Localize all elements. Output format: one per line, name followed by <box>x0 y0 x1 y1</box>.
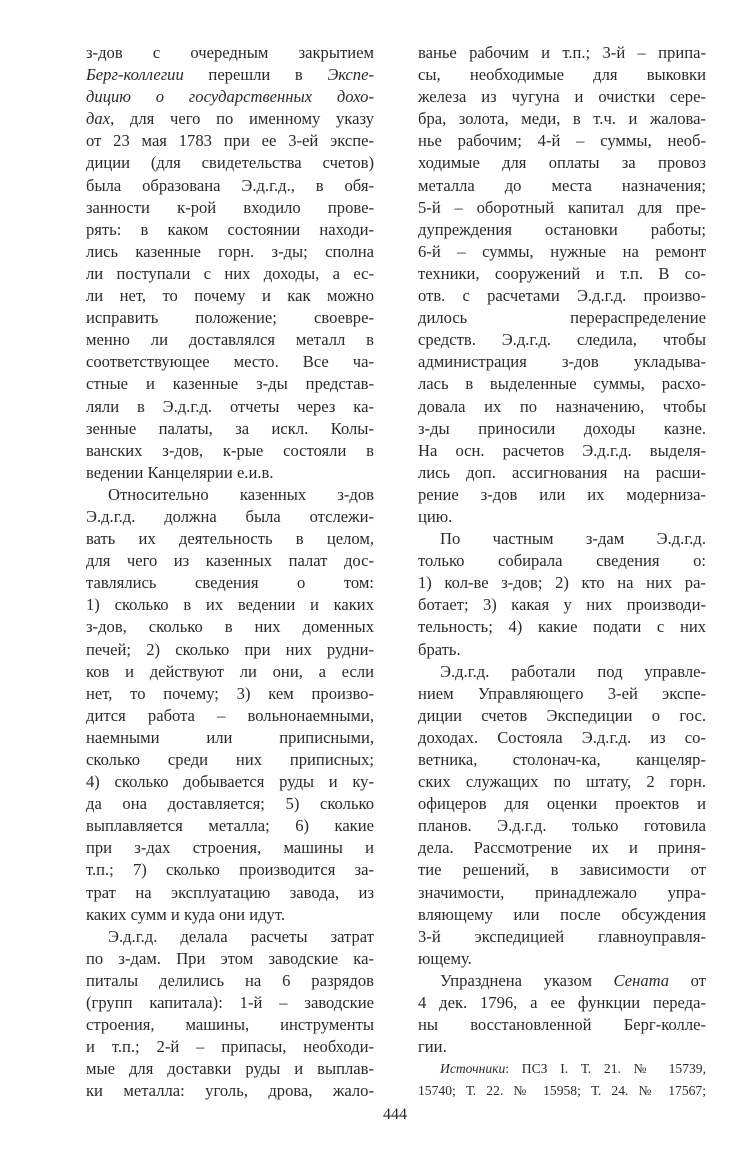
text-segment: да она доставляется; 5) сколько <box>86 794 374 814</box>
text-segment: ходимые для оплаты за провоз <box>418 153 706 173</box>
text-segment: исправить положение; своевре- <box>86 308 374 328</box>
text-segment: трат на эксплуатацию завода, из <box>86 882 374 902</box>
left-text-line <box>86 859 374 881</box>
right-text-line <box>418 727 706 749</box>
text-segment: планов. Э.д.г.д. только готовила <box>418 816 706 836</box>
left-text-line <box>86 329 374 351</box>
text-segment: диции счетов Экспедиции о гос. <box>418 705 706 725</box>
left-text-line <box>86 727 374 749</box>
text-segment: наемными или приписными, <box>86 727 374 747</box>
text-segment: администрация з-дов укладыва- <box>418 352 706 372</box>
right-text-line <box>418 859 706 881</box>
text-segment: лась в выделенные суммы, расхо- <box>418 374 706 394</box>
left-text-line <box>86 793 374 815</box>
right-text-line <box>418 661 706 683</box>
text-segment: диции (для свидетельства счетов) <box>86 153 374 173</box>
left-text-line <box>86 86 374 108</box>
text-segment: брать. <box>418 639 461 659</box>
text-segment: печей; 2) сколько при них рудни- <box>86 639 374 659</box>
right-text-line <box>418 263 706 285</box>
left-text-line <box>86 572 374 594</box>
left-text-line <box>86 307 374 329</box>
left-text-line <box>86 904 374 926</box>
text-segment: ли поступали с них доходы, а ес- <box>86 263 374 283</box>
right-text-line <box>418 528 706 550</box>
right-text-line <box>418 64 706 86</box>
left-text-line <box>86 837 374 859</box>
left-text-line <box>86 285 374 307</box>
left-text-line <box>86 992 374 1014</box>
text-segment: ны восстановленной Берг-колле- <box>418 1015 706 1035</box>
text-segment: гии. <box>418 1037 447 1057</box>
text-segment: Упразднена указом <box>440 970 614 990</box>
text-segment: цию. <box>418 506 453 526</box>
italic-term: дицию о государственных дохо- <box>86 87 374 107</box>
text-segment: тавлялись сведения о том: <box>86 573 374 593</box>
left-text-line <box>86 440 374 462</box>
text-segment: строения, машины, инструменты <box>86 1015 374 1035</box>
left-text-line <box>86 594 374 616</box>
right-text-line <box>418 86 706 108</box>
text-segment: нье рабочим; 4-й – суммы, необ- <box>418 131 706 151</box>
text-segment: бра, золота, меди, в т.ч. и жалова- <box>418 109 706 129</box>
text-segment: 5-й – оборотный капитал для пре- <box>418 197 706 217</box>
text-segment: 6-й – суммы, нужные на ремонт <box>418 241 706 261</box>
right-text-line <box>418 793 706 815</box>
left-text-line <box>86 1058 374 1080</box>
text-segment: сколько среди них приписных; <box>86 750 374 769</box>
right-text-line <box>418 175 706 197</box>
text-segment: дилось перераспределение <box>418 308 706 328</box>
text-segment: при з-дах строения, машины и <box>86 838 374 858</box>
text-segment: ванских з-дов, к-рые состояли в <box>86 440 374 460</box>
left-text-line <box>86 462 374 484</box>
text-segment: По частным з-дам Э.д.г.д. <box>440 529 706 549</box>
text-segment: тие решений, в зависимости от <box>418 860 706 880</box>
right-text-line <box>418 307 706 329</box>
left-text-line <box>86 926 374 948</box>
left-text-line <box>86 64 374 86</box>
text-segment: з-дов с очередным закрытием <box>86 43 374 62</box>
text-segment: 15740; Т. 22. № 15958; Т. 24. № 17567; <box>418 1083 706 1099</box>
right-text-line <box>418 329 706 351</box>
text-segment: от <box>669 970 706 990</box>
right-text-line <box>418 219 706 241</box>
right-text-line <box>418 572 706 594</box>
text-segment: рение з-дов или их модерниза- <box>418 484 706 504</box>
text-segment: выплавляется металла; 6) какие <box>86 816 374 836</box>
text-segment: лись казенные горн. з-ды; сполна <box>86 241 374 261</box>
left-text-line <box>86 1014 374 1036</box>
right-text-line <box>418 484 706 506</box>
text-segment: вать их деятельность в целом, <box>86 529 374 549</box>
left-text-line <box>86 528 374 550</box>
left-text-line <box>86 550 374 572</box>
italic-term: Экспе- <box>327 65 374 85</box>
left-text-line <box>86 705 374 727</box>
right-text-line <box>418 1036 706 1058</box>
left-text-line <box>86 263 374 285</box>
text-segment: питалы делились на 6 разрядов <box>86 970 374 990</box>
text-segment: : ПСЗ I. Т. 21. № 15739, <box>505 1061 706 1076</box>
text-segment: (групп капитала): 1-й – заводские <box>86 993 374 1013</box>
left-text-line <box>86 351 374 373</box>
right-text-line <box>418 42 706 64</box>
text-segment: ющему. <box>418 948 472 968</box>
text-segment: и т.п.; 2-й – припасы, необходи- <box>86 1037 374 1057</box>
right-text-line <box>418 683 706 705</box>
text-segment: ванье рабочим и т.п.; 3-й – припа- <box>418 43 706 62</box>
text-segment: рять: в каком состоянии находи- <box>86 219 374 239</box>
text-segment: ских служащих по штату, 2 горн. <box>418 772 706 792</box>
text-segment: зенные палаты, за искл. Колы- <box>86 418 374 438</box>
text-segment: Относительно казенных з-дов <box>108 484 374 504</box>
text-segment: металла до места назначения; <box>418 175 706 195</box>
italic-term: Источники <box>440 1061 506 1076</box>
text-segment: по з-дам. При этом заводские ка- <box>86 948 374 968</box>
right-text-line <box>418 639 706 661</box>
right-text-line <box>418 815 706 837</box>
text-segment: дится работа – вольнонаемными, <box>86 705 374 725</box>
text-segment: доходах. Состояла Э.д.г.д. из со- <box>418 727 706 747</box>
right-text-line <box>418 837 706 859</box>
right-text-line <box>418 970 706 992</box>
text-segment: довала их по назначению, чтобы <box>418 396 706 416</box>
right-text-line <box>418 705 706 727</box>
text-segment: дупреждения остановки работы; <box>418 219 706 239</box>
text-segment: стные и казенные з-ды представ- <box>86 374 374 394</box>
text-segment: для чего из казенных палат дос- <box>86 551 374 571</box>
text-segment: ботает; 3) какая у них производи- <box>418 595 706 615</box>
left-text-line <box>86 484 374 506</box>
left-text-line <box>86 197 374 219</box>
left-text-line <box>86 373 374 395</box>
right-text-line <box>418 285 706 307</box>
text-segment: Э.д.г.д. делала расчеты затрат <box>108 926 374 946</box>
text-segment: нием Управляющего 3-ей экспе- <box>418 683 706 703</box>
right-text-line <box>418 462 706 484</box>
italic-term: Берг-коллегии <box>86 65 184 85</box>
text-segment: ляли в Э.д.г.д. отчеты через ка- <box>86 396 374 416</box>
text-segment: з-ды приносили доходы казне. <box>418 418 706 438</box>
right-text-line <box>418 152 706 174</box>
right-text-line <box>418 771 706 793</box>
left-text-line <box>86 948 374 970</box>
right-text-line <box>418 396 706 418</box>
left-text-line <box>86 771 374 793</box>
text-segment: На осн. расчетов Э.д.г.д. выделя- <box>418 440 706 460</box>
left-text-line <box>86 506 374 528</box>
text-segment: 4) сколько добывается руды и ку- <box>86 772 374 792</box>
text-segment: з-дов, сколько в них доменных <box>86 617 374 637</box>
left-column <box>86 42 374 1103</box>
left-text-line <box>86 418 374 440</box>
right-text-line <box>418 948 706 970</box>
text-segment: ведении Канцелярии е.и.в. <box>86 462 274 482</box>
left-text-line <box>86 175 374 197</box>
left-text-line <box>86 639 374 661</box>
right-text-line <box>418 904 706 926</box>
left-text-line <box>86 616 374 638</box>
text-segment: ки металла: уголь, дрова, жало- <box>86 1081 374 1101</box>
italic-term: Сената <box>613 970 670 990</box>
text-segment: дела. Рассмотрение их и приня- <box>418 838 706 858</box>
text-segment: значимости, принадлежало упра- <box>418 882 706 902</box>
italic-term: дах <box>86 109 111 129</box>
text-segment: отв. с расчетами Э.д.г.д. произво- <box>418 286 706 306</box>
text-segment: каких сумм и куда они идут. <box>86 904 285 924</box>
text-segment: была образована Э.д.г.д., в обя- <box>86 175 374 195</box>
text-segment: , для чего по именному указу <box>110 109 374 129</box>
text-segment: железа из чугуна и очистки сере- <box>418 87 706 107</box>
right-text-line <box>418 616 706 638</box>
left-text-line <box>86 152 374 174</box>
text-segment: ветника, столонач-ка, канцеляр- <box>418 750 706 769</box>
right-text-line <box>418 108 706 130</box>
left-text-line <box>86 42 374 64</box>
right-text-line <box>418 197 706 219</box>
left-text-line <box>86 108 374 130</box>
text-segment: 4 дек. 1796, а ее функции переда- <box>418 993 706 1013</box>
text-segment: ли нет, то почему и как можно <box>86 286 374 306</box>
right-text-line <box>418 418 706 440</box>
right-text-line <box>418 130 706 152</box>
right-text-line <box>418 594 706 616</box>
text-segment: 1) сколько в их ведении и каких <box>86 595 374 615</box>
left-text-line <box>86 815 374 837</box>
page-number: 444 <box>383 1106 407 1123</box>
text-segment: Э.д.г.д. должна была отслежи- <box>86 506 374 526</box>
right-text-line <box>418 241 706 263</box>
left-text-line <box>86 219 374 241</box>
right-text-line <box>418 1014 706 1036</box>
text-segment: вляющему или после обсуждения <box>418 904 706 924</box>
right-text-line <box>418 992 706 1014</box>
text-segment: лись доп. ассигнования на расши- <box>418 462 706 482</box>
right-text-line <box>418 351 706 373</box>
text-segment: нет, то почему; 3) кем произво- <box>86 683 374 703</box>
text-segment: от 23 мая 1783 при ее 3-ей экспе- <box>86 131 374 151</box>
text-segment: техники, сооружений и т.п. В со- <box>418 263 706 283</box>
text-segment: офицеров для оценки проектов и <box>418 794 706 814</box>
right-text-line <box>418 506 706 528</box>
left-text-line <box>86 749 374 771</box>
sources-note <box>418 1057 706 1101</box>
left-text-line <box>86 396 374 418</box>
text-segment: 1) кол-ве з-дов; 2) кто на них ра- <box>418 573 706 593</box>
right-text-line <box>418 926 706 948</box>
text-segment: средств. Э.д.г.д. следила, чтобы <box>418 330 706 350</box>
left-text-line <box>86 970 374 992</box>
text-segment: сы, необходимые для выковки <box>418 65 706 85</box>
left-text-line <box>86 882 374 904</box>
text-segment: менно ли доставлялся металл в <box>86 330 374 350</box>
sources-text-line <box>418 1079 706 1101</box>
left-text-line <box>86 661 374 683</box>
left-text-line <box>86 1036 374 1058</box>
text-segment: только собирала сведения о: <box>418 551 706 571</box>
text-segment: занности к-рой входило прове- <box>86 197 374 217</box>
text-segment: мые для доставки руды и выплав- <box>86 1059 374 1079</box>
right-text-line <box>418 550 706 572</box>
right-text-line <box>418 373 706 395</box>
right-text-line <box>418 749 706 771</box>
text-segment: перешли в <box>183 65 328 85</box>
text-segment: тельность; 4) какие подати с них <box>418 617 706 637</box>
left-text-line <box>86 683 374 705</box>
text-segment: Э.д.г.д. работали под управле- <box>440 661 706 681</box>
right-column <box>418 42 706 1058</box>
sources-text-line <box>418 1057 706 1079</box>
text-segment: соответствующее место. Все ча- <box>86 352 374 372</box>
text-segment: ков и действуют ли они, а если <box>86 661 374 681</box>
text-segment: т.п.; 7) сколько производится за- <box>86 860 374 880</box>
left-text-line <box>86 1080 374 1102</box>
right-text-line <box>418 440 706 462</box>
left-text-line <box>86 241 374 263</box>
text-segment: 3-й экспедицией главноуправля- <box>418 926 706 946</box>
right-text-line <box>418 882 706 904</box>
left-text-line <box>86 130 374 152</box>
